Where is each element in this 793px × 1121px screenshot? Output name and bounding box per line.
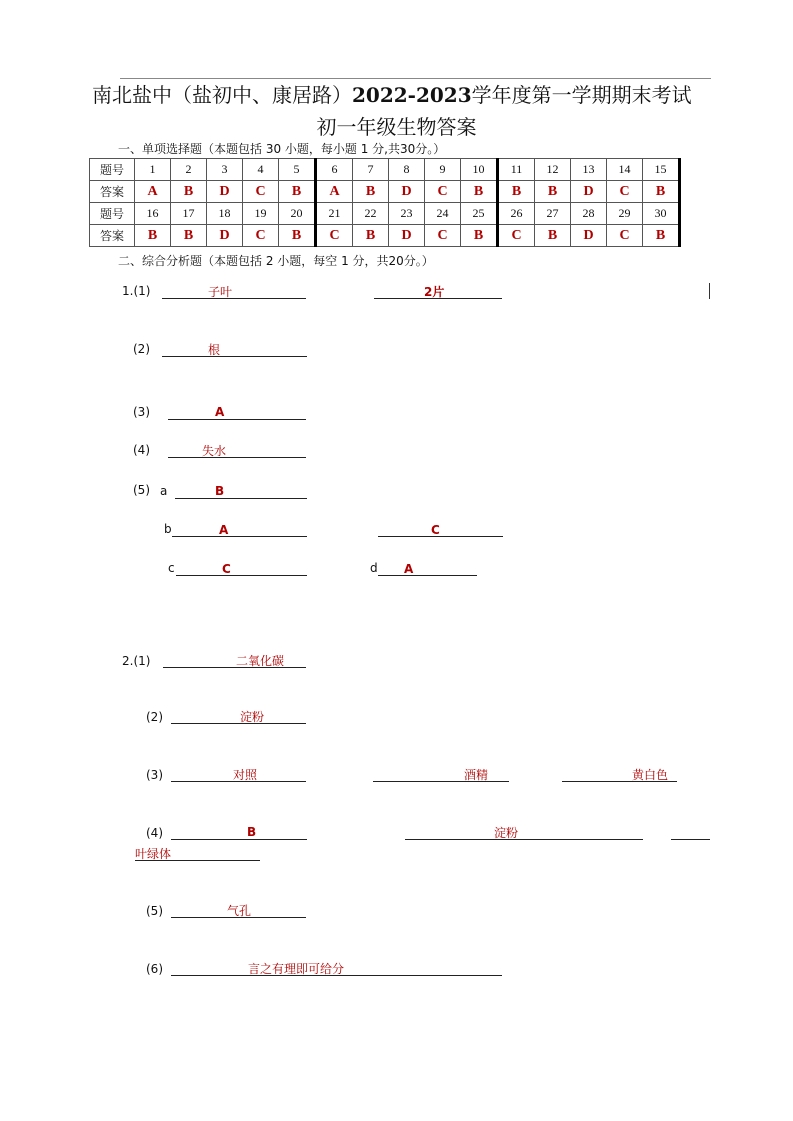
q1-1-blank-a [162,284,306,299]
q2-4-answer-c: 叶绿体 [135,847,172,861]
margin-bar [709,283,710,299]
question-number-cell: 25 [461,203,498,225]
q1-5c-label: c [168,561,175,575]
q1-5b-answer2: C [431,523,440,537]
q1-5-label: (5) [133,483,150,497]
q2-4-answer-b: 淀粉 [494,826,519,840]
question-number-cell: 30 [643,203,680,225]
answer-cell: C [316,225,353,247]
q2-1-blank [163,653,306,668]
q1-5a-label: a [160,484,168,498]
title-year: 2022-2023 [352,83,472,107]
question-number-cell: 19 [243,203,279,225]
q1-3-label: (3) [133,405,150,419]
answer-cell: C [425,225,461,247]
row-label-answer: 答案 [90,181,135,203]
q2-4-label: (4) [146,826,163,840]
q2-3-answer-a: 对照 [233,768,258,782]
answer-cell: B [171,225,207,247]
question-number-cell: 15 [643,159,680,181]
answer-cell: B [535,181,571,203]
q1-4-label: (4) [133,443,150,457]
page-title [92,79,692,108]
answer-cell: B [135,225,171,247]
question-number-cell: 9 [425,159,461,181]
q1-3-blank [168,405,306,420]
q1-3-answer: A [215,405,225,419]
question-number-cell: 24 [425,203,461,225]
answer-cell: B [279,225,316,247]
question-number-row [90,203,680,225]
q1-1-answer-b: 2片 [424,285,445,299]
q2-4-blank-a [171,825,307,840]
question-number-cell: 28 [571,203,607,225]
question-number-cell: 18 [207,203,243,225]
title-prefix: 南北盐中（盐初中、康居路） [92,83,352,107]
q2-3-answer-b: 酒精 [464,768,489,782]
answer-cell: D [571,181,607,203]
answer-cell: D [389,225,425,247]
q1-5b-answer: A [219,523,229,537]
q1-4-blank [168,443,306,458]
answer-cell: D [389,181,425,203]
answer-cell: B [461,225,498,247]
title-suffix: 学年度第一学期期末考试 [471,83,692,107]
question-number-cell: 3 [207,159,243,181]
question-number-cell: 6 [316,159,353,181]
answer-cell: B [498,181,535,203]
answer-cell: B [171,181,207,203]
question-number-cell: 17 [171,203,207,225]
q2-1-answer: 二氧化碳 [236,654,285,668]
q2-2-label: (2) [146,710,163,724]
answer-cell: A [316,181,353,203]
q1-5a-answer: B [215,484,225,498]
q2-2-blank [171,709,306,724]
question-number-cell: 1 [135,159,171,181]
answer-cell: C [243,181,279,203]
q1-5c-blank [176,561,307,576]
question-number-cell: 20 [279,203,316,225]
question-number-row [90,159,680,181]
question-number-cell: 21 [316,203,353,225]
answer-cell: D [207,181,243,203]
answer-cell: D [571,225,607,247]
question-number-cell: 22 [353,203,389,225]
question-number-cell: 2 [171,159,207,181]
answer-cell: B [461,181,498,203]
q2-3-label: (3) [146,768,163,782]
q2-3-blank-b [373,767,509,782]
row-label-number: 题号 [90,159,135,181]
q1-number: 1.(1) [122,284,151,298]
answer-cell: B [643,181,680,203]
question-number-cell: 16 [135,203,171,225]
q2-2-answer: 淀粉 [240,710,265,724]
q2-3-answer-c: 黄白色 [632,768,669,782]
question-number-cell: 29 [607,203,643,225]
q2-5-label: (5) [146,904,163,918]
question-number-cell: 23 [389,203,425,225]
q1-2-label: (2) [133,342,150,356]
q1-5a-blank [175,484,307,499]
q1-2-answer: 根 [208,343,221,357]
row-label-number: 题号 [90,203,135,225]
answer-cell: C [607,225,643,247]
q1-5b-blank2 [378,522,503,537]
answer-cell: B [535,225,571,247]
question-number-cell: 10 [461,159,498,181]
section2-heading: 二、综合分析题（本题包括 2 小题，每空 1 分，共20分。） [118,254,434,268]
answer-cell: B [353,225,389,247]
page-subtitle: 初一年级生物答案 [316,115,477,139]
question-number-cell: 13 [571,159,607,181]
q2-5-answer: 气孔 [227,904,252,918]
answer-cell: C [607,181,643,203]
answer-cell: B [643,225,680,247]
question-number-cell: 4 [243,159,279,181]
q1-1-answer-a: 子叶 [208,285,233,299]
answer-row [90,225,680,247]
answer-cell: B [279,181,316,203]
answer-cell: A [135,181,171,203]
answer-cell: C [425,181,461,203]
question-number-cell: 26 [498,203,535,225]
question-number-cell: 11 [498,159,535,181]
q1-5d-label: d [370,561,378,575]
q2-6-label: (6) [146,962,163,976]
q2-4-blank-c-start [671,825,710,840]
q1-5d-blank [378,561,477,576]
q2-number: 2.(1) [122,654,151,668]
question-number-cell: 7 [353,159,389,181]
question-number-cell: 14 [607,159,643,181]
question-number-cell: 8 [389,159,425,181]
answer-row [90,181,680,203]
answer-cell: B [353,181,389,203]
q2-6-answer: 言之有理即可给分 [248,962,345,976]
answer-table [89,158,681,247]
q1-4-answer: 失水 [202,444,227,458]
answer-cell: C [243,225,279,247]
q2-4-answer-a: B [247,825,257,839]
answer-cell: C [498,225,535,247]
q1-2-blank [162,342,307,357]
q1-5c-answer: C [222,562,231,576]
q2-4-blank-b [405,825,643,840]
section1-heading: 一、单项选择题（本题包括 30 小题，每小题 1 分,共30分。） [118,142,446,156]
question-number-cell: 27 [535,203,571,225]
q1-5b-blank [172,522,307,537]
row-label-answer: 答案 [90,225,135,247]
q1-5d-answer: A [404,562,414,576]
question-number-cell: 5 [279,159,316,181]
answer-cell: D [207,225,243,247]
question-number-cell: 12 [535,159,571,181]
q1-5b-label: b [164,522,172,536]
